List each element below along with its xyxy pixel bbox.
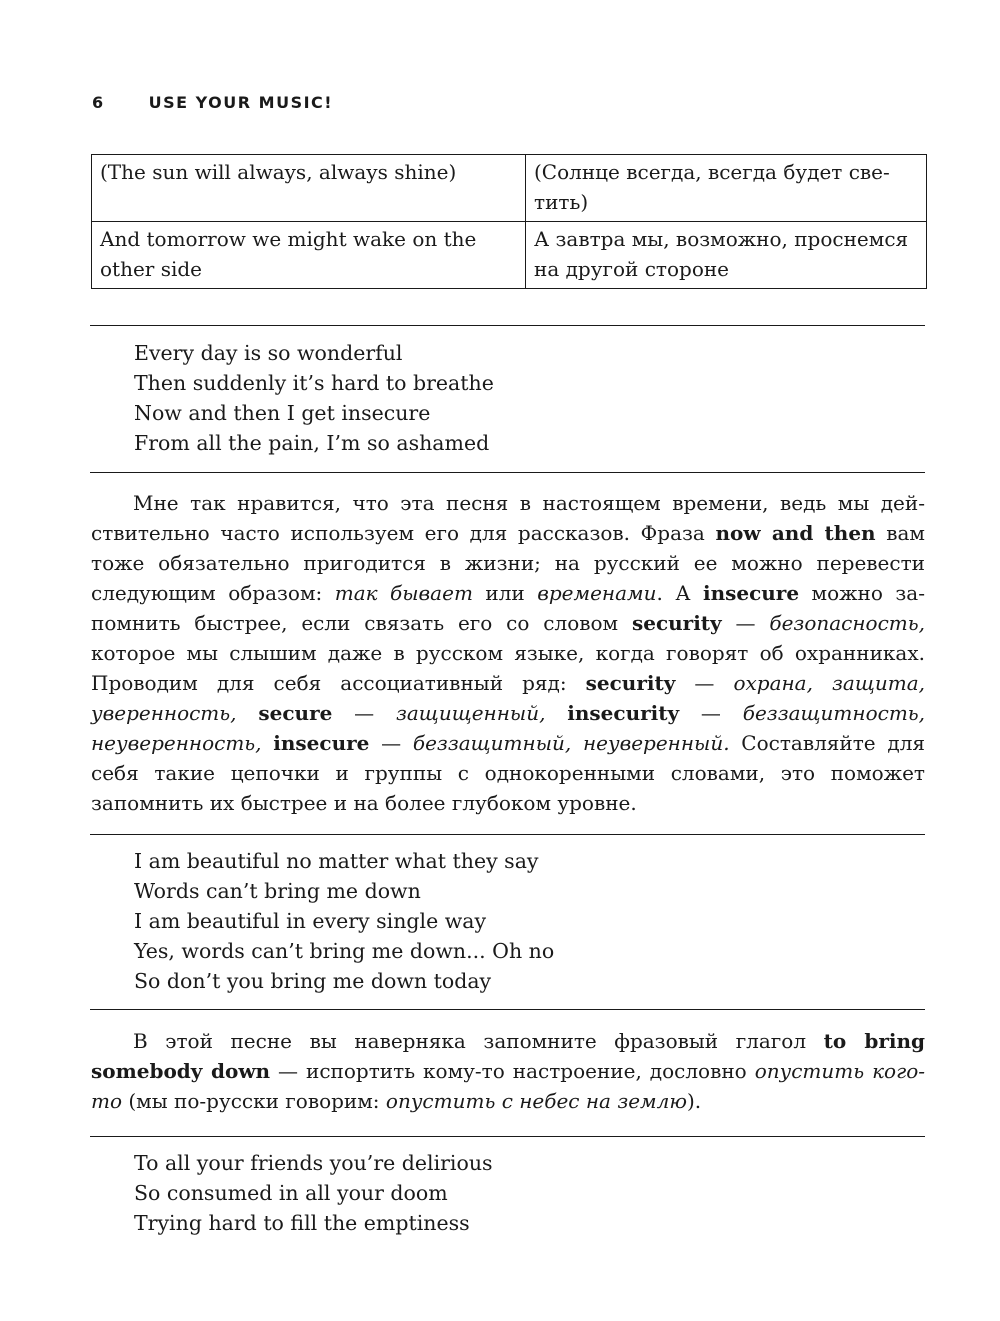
highlight-term: insecurity xyxy=(567,701,680,725)
lyric-line: I am beautiful in every single way xyxy=(134,909,487,933)
lyric-line: From all the pain, I’m so ashamed xyxy=(134,431,490,455)
translation-italic: охрана, защита, уверенность, xyxy=(91,671,925,725)
table-row xyxy=(92,155,927,222)
translation-italic: беззащитность, неуверенность, xyxy=(91,701,926,755)
divider xyxy=(90,1136,925,1137)
lyric-line: So consumed in all your doom xyxy=(134,1181,448,1205)
russian-cell: (Солнце всегда, всегда будет све- тить) xyxy=(526,155,927,222)
lyric-line: Words can’t bring me down xyxy=(134,879,421,903)
english-cell: (The sun will always, always shine) xyxy=(92,155,526,222)
english-cell: And tomorrow we might wake on the other side xyxy=(92,222,526,289)
highlight-term: insecure xyxy=(273,731,370,755)
translation-italic: опустить кого-то xyxy=(91,1059,925,1113)
lyric-line: Yes, words can’t bring me down... Oh no xyxy=(134,939,555,963)
highlight-term: to bring somebody down xyxy=(91,1029,926,1083)
book-title: USE YOUR MUSIC! xyxy=(148,93,334,112)
running-header xyxy=(92,93,333,112)
lyric-line: To all your friends you’re delirious xyxy=(134,1151,493,1175)
highlight-term: security xyxy=(631,611,722,635)
lyric-line: Every day is so wonderful xyxy=(134,341,403,365)
divider xyxy=(90,472,925,473)
lyric-line: Trying hard to fill the emptiness xyxy=(134,1211,470,1235)
translation-italic: временами xyxy=(537,581,657,605)
divider xyxy=(90,325,925,326)
lyrics-block-2 xyxy=(134,846,554,996)
divider xyxy=(90,1009,925,1010)
commentary-paragraph-1: Мне так нравится, что эта песня в настоящем времени, ведь мы действительно часто используем его для рассказов. Фраза now and then вам тоже обязательно пригодится в жизни; на русский ее можно перевести следующим образом: так бывает или временами. А insecure можно запомнить быстрее, если связать его со словом security — безопасность, которое мы слышим даже в русском языке, когда говорят об охранниках. Проводим для себя ассоциативный ряд: security — охрана, защита, уверенность, secure — защищенный, insecurity — беззащитность, неуверенность, insecure — беззащитный, неуверенный. Составляйте для себя такие цепочки и группы с однокоренными словами, это поможет запомнить их быстрее и на более глубоком уровне. xyxy=(91,491,926,815)
translation-italic: так бывает xyxy=(334,581,473,605)
translation-italic: защищенный, xyxy=(395,701,546,725)
translation-italic: беззащитный, неуверенный. xyxy=(412,731,730,755)
highlight-term: now and then xyxy=(715,521,876,545)
lyric-line: Now and then I get insecure xyxy=(134,401,431,425)
translation-table xyxy=(91,154,927,289)
lyrics-block-1 xyxy=(134,338,494,458)
divider xyxy=(90,834,925,835)
translation-italic: опустить с небес на землю xyxy=(385,1089,687,1113)
lyric-line: Then suddenly it’s hard to breathe xyxy=(134,371,494,395)
highlight-term: insecure xyxy=(702,581,800,605)
page-number: 6 xyxy=(92,93,105,112)
translation-italic: безопасность, xyxy=(769,611,925,635)
lyrics-block-3 xyxy=(134,1148,493,1238)
lyric-line: I am beautiful no matter what they say xyxy=(134,849,539,873)
commentary-paragraph-2: В этой песне вы наверняка запомните фразовый глагол to bring somebody down — испортить кому-то настроение, дословно опустить кого-то (мы по-русски говорим: опустить с небес на землю). xyxy=(91,1029,926,1113)
russian-cell: А завтра мы, возможно, проснемся на другой стороне xyxy=(526,222,927,289)
table-row xyxy=(92,222,927,289)
lyric-line: So don’t you bring me down today xyxy=(134,969,492,993)
highlight-term: secure xyxy=(258,701,333,725)
highlight-term: security xyxy=(585,671,676,695)
